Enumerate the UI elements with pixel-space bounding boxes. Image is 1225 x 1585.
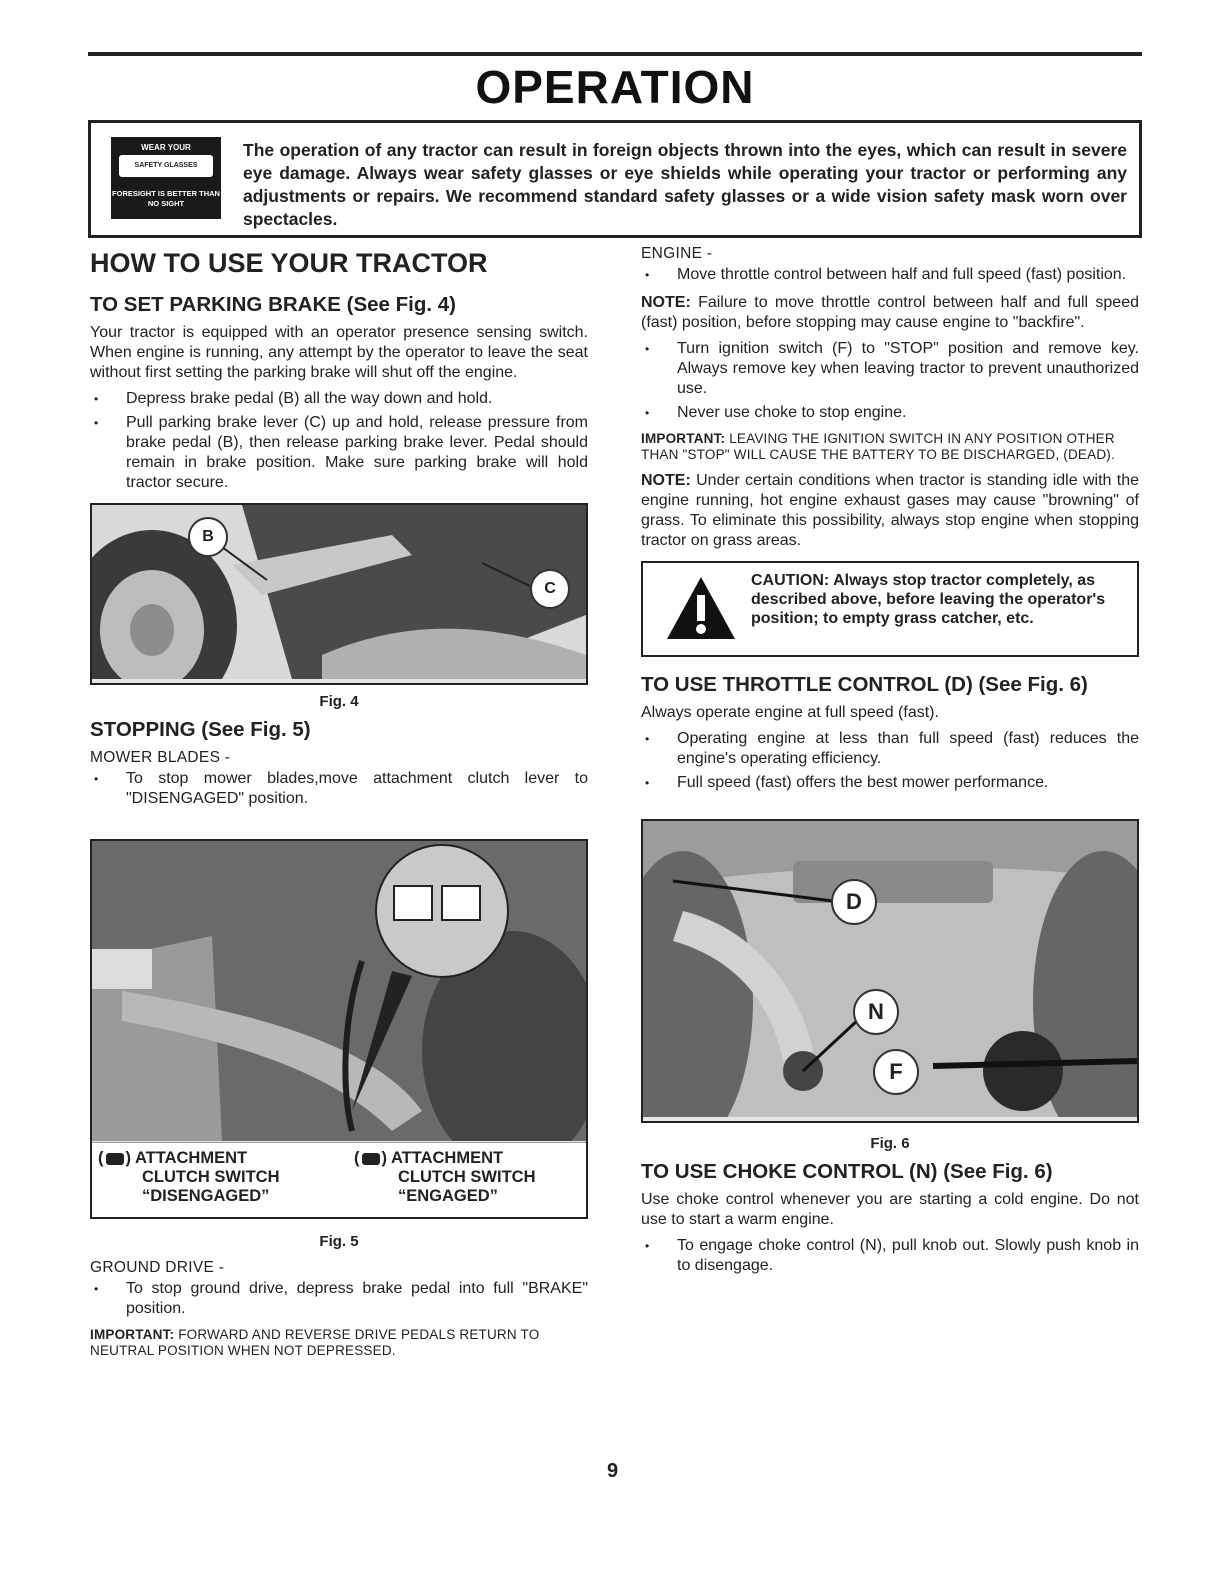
top-rule (88, 52, 1142, 56)
list-item: • Depress brake pedal (B) all the way down and hold. (90, 389, 588, 409)
throttle-steps (641, 729, 1139, 793)
engine-steps-2 (641, 339, 1139, 423)
clutch-symbol-icon (106, 1153, 124, 1165)
list-item: • To engage choke control (N), pull knob out. Slowly push knob in to disengage. (641, 1236, 1139, 1276)
throttle-heading: TO USE THROTTLE CONTROL (D) (See Fig. 6) (641, 673, 1088, 696)
choke-intro: Use choke control whenever you are starting a cold engine. Do not use to start a warm engine. (641, 1191, 1139, 1228)
ground-important (90, 1327, 588, 1359)
page-number: 9 (606, 1460, 619, 1482)
fig5-caption: Fig. 5 (319, 1233, 359, 1250)
parking-brake-heading: TO SET PARKING BRAKE (See Fig. 4) (90, 293, 457, 316)
engaged-label: ( ) ATTACHMENT CLUTCH SWITCH “ENGAGED” (354, 1149, 536, 1205)
icon-text-top: WEAR YOUR (141, 143, 191, 152)
callout-n: N (853, 989, 899, 1035)
fig4-illustration (92, 505, 586, 679)
list-item: • Pull parking brake lever (C) up and hold, release pressure from brake pedal (B), then release parking brake lever. Pedal should remain in brake position. Make sure parking brake will hold tractor secure. (90, 413, 588, 493)
choke-steps (641, 1236, 1139, 1276)
important-text: FORWARD AND REVERSE DRIVE PEDALS RETURN TO NEUTRAL POSITION WHEN NOT DEPRESSED. (90, 1327, 540, 1358)
mower-blades-steps (90, 769, 588, 809)
callout-b: B (188, 517, 228, 557)
caution-triangle-icon (665, 575, 737, 641)
note-text: Under certain conditions when tractor is standing idle with the engine running, hot engine exhaust gases may cause "browning" of grass. To eliminate this possibility, always stop engine when stopping tractor on grass areas. (641, 472, 1139, 549)
engaged-line-3: “ENGAGED” (398, 1187, 498, 1205)
list-item: • To stop mower blades,move attachment clutch lever to "DISENGAGED" position. (90, 769, 588, 809)
page-title: OPERATION (475, 61, 755, 113)
important-text: LEAVING THE IGNITION SWITCH IN ANY POSITION OTHER THAN "STOP" WILL CAUSE THE BATTERY TO BE DISCHARGED, (DEAD). (641, 431, 1115, 462)
list-item: • To stop ground drive, depress brake pedal into full "BRAKE" position. (90, 1279, 588, 1319)
important-label: IMPORTANT: (90, 1327, 175, 1342)
important-label: IMPORTANT: (641, 431, 726, 446)
list-item: • Operating engine at less than full speed (fast) reduces the engine's operating efficiency. (641, 729, 1139, 769)
note-text: Failure to move throttle control between half and full speed (fast) position, before stopping may cause engine to "backfire". (641, 294, 1139, 331)
stopping-heading: STOPPING (See Fig. 5) (90, 718, 311, 741)
list-item: • Move throttle control between half and full speed (fast) position. (641, 265, 1139, 285)
list-item: • Full speed (fast) offers the best mower performance. (641, 773, 1139, 793)
left-column (90, 248, 588, 1367)
choke-heading: TO USE CHOKE CONTROL (N) (See Fig. 6) (641, 1160, 1053, 1183)
callout-d: D (831, 879, 877, 925)
disengaged-line-2: CLUTCH SWITCH (142, 1168, 280, 1186)
figure-4 (90, 503, 588, 685)
disengaged-label: ( ) ATTACHMENT CLUTCH SWITCH “DISENGAGED” (98, 1149, 280, 1205)
clutch-symbol-icon (362, 1153, 380, 1165)
clutch-switch-labels (92, 1142, 586, 1217)
right-column (641, 244, 1139, 1284)
note-label: NOTE: (641, 294, 691, 311)
fig6-caption: Fig. 6 (870, 1135, 910, 1152)
engaged-line-1: ATTACHMENT (390, 1149, 504, 1167)
icon-text-bottom: FORESIGHT IS BETTER THAN NO SIGHT (112, 189, 220, 208)
ground-drive-label: GROUND DRIVE - (90, 1259, 225, 1276)
ground-drive-steps (90, 1279, 588, 1319)
list-item: • Turn ignition switch (F) to "STOP" position and remove key. Always remove key when leaving tractor to prevent unauthorized use. (641, 339, 1139, 399)
parking-brake-intro: Your tractor is equipped with an operator presence sensing switch. When engine is running, any attempt by the operator to leave the seat without first setting the parking brake will shut off the engine. (90, 324, 588, 381)
callout-f: F (873, 1049, 919, 1095)
disengaged-line-1: ATTACHMENT (134, 1149, 248, 1167)
icon-text-middle: SAFETY GLASSES (119, 155, 213, 177)
note-browning (641, 471, 1139, 551)
warning-text: The operation of any tractor can result in foreign objects thrown into the eyes, which can result in severe eye damage. Always wear safety glasses or eye shields while operating your tractor or performing any adjustments or repairs. We recommend standard safety glasses or a wide vision safety mask worn over spectacles. (243, 140, 1127, 229)
section-heading: HOW TO USE YOUR TRACTOR (90, 248, 488, 278)
eye-safety-warning (88, 120, 1142, 238)
list-item: • Never use choke to stop engine. (641, 403, 1139, 423)
figure-6 (641, 819, 1139, 1123)
fig4-caption: Fig. 4 (319, 693, 359, 710)
safety-glasses-icon (111, 137, 221, 219)
engine-steps (641, 265, 1139, 285)
disengaged-line-3: “DISENGAGED” (142, 1187, 270, 1205)
callout-c: C (530, 569, 570, 609)
engaged-line-2: CLUTCH SWITCH (398, 1168, 536, 1186)
fig5-illustration (92, 841, 586, 1141)
note-backfire (641, 293, 1139, 333)
ignition-important (641, 431, 1139, 463)
engine-label: ENGINE - (641, 245, 713, 262)
throttle-intro: Always operate engine at full speed (fast). (641, 704, 939, 721)
caution-text: CAUTION: Always stop tractor completely, as described above, before leaving the operator's position; to empty grass catcher, etc. (751, 572, 1106, 627)
caution-box (641, 561, 1139, 657)
mower-blades-label: MOWER BLADES - (90, 749, 231, 766)
note-label: NOTE: (641, 472, 691, 489)
parking-brake-steps (90, 389, 588, 493)
figure-5 (90, 839, 588, 1219)
